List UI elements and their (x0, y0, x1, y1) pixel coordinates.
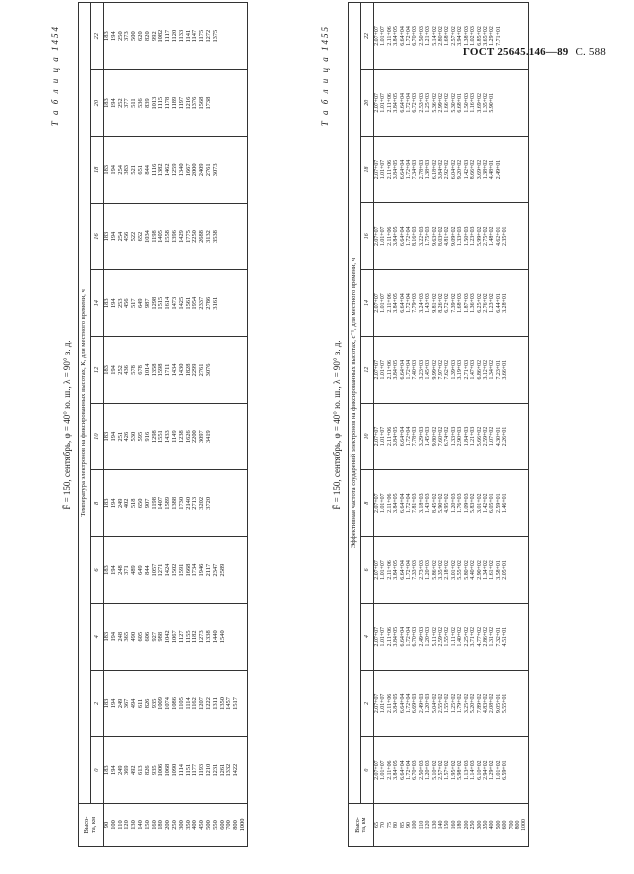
time-header: 0 (361, 737, 374, 804)
time-header: 2 (91, 670, 104, 737)
time-header: 16 (91, 203, 104, 270)
value-column: 183 194 253 456 517 649 987 1298 1515 1614 1473 1425 1561 1954 2337 2786 3161 (104, 270, 248, 337)
time-header: 20 (361, 69, 374, 136)
time-header: 18 (361, 136, 374, 203)
value-column: 2.07+07 1.01+07 2.11+06 3.84+05 6.64+04 1.72+04 6.72+03 2.53+03 1.25+03 5.36+02 2.99+02 1.66+02 5.30+02 6.68+01 1.50+03 1.16+03 3.69+02 1.35+02 5.90+01 (374, 69, 529, 136)
time-header: 20 (91, 70, 104, 137)
value-column: 183 194 251 426 530 595 916 1298 1551 1433 1149 1238 1626 2200 3097 3419 (104, 403, 248, 470)
time-header: 14 (361, 270, 374, 337)
time-header: 10 (361, 403, 374, 470)
value-column: 2.07+07 1.01+07 2.11+06 3.84+05 6.64+04 1.72+04 6.70+03 2.50+03 1.20+03 5.10+02 2.57+02 1.57+02 1.95+02 5.98+02 1.13+03 1.14+03 6.10+02 2.94+02 1.29+02 1.01+02 6.59+01 (374, 737, 529, 804)
value-column: 183 194 249 369 492 613 826 935 1006 1068 1090 1114 1151 1177 1193 1210 1231 1261 1332 1422 (104, 737, 248, 804)
value-column: 2.07+07 1.01+07 2.11+06 3.84+05 6.64+04 1.72+04 7.40+03 3.23+03 1.45+03 9.99+02 7.97+02 7.62+02 1.39+03 3.19+03 2.71+03 1.47+03 6.86+02 3.12+02 1.34+02 7.23+01 3.66+01 (374, 336, 529, 403)
value-column: 2.07+07 1.01+07 2.11+06 3.84+05 6.64+04 1.72+04 7.34+03 2.78+03 1.38+03 6.18+02 3.84+02 2.92+02 6.04+02 9.20+02 1.42+03 8.66+02 3.69+02 1.38+02 4.48+01 2.49+01 (374, 136, 529, 203)
time-header: 14 (91, 270, 104, 337)
time-header: 12 (361, 336, 374, 403)
value-column: 183 194 248 365 490 605 606 927 988 1042 1067 1127 1155 1182 1273 1338 1440 1540 (104, 603, 248, 670)
table-title: F̄ = 150, сентябрь, φ = 40° ю. ш., λ = 90° з. д. (62, 340, 72, 510)
table-label: Т а б л и ц а 1455 (320, 25, 330, 127)
page-number: С. 588 (575, 46, 606, 58)
value-column: 183 194 252 377 511 536 839 1013 1115 1178 1189 1197 1216 1376 1568 1738 (104, 70, 248, 137)
value-column: 2.07+07 1.01+07 2.11+06 3.84+05 6.64+04 1.72+04 7.81+03 3.18+03 1.43+03 8.45+02 5.90+02 4.95+02 1.20+03 1.76+03 1.09+03 5.83+02 3.01+02 1.42+02 6.05+01 2.59+01 1.46+01 (374, 470, 529, 537)
table-1455 (320, 0, 598, 855)
value-column: 2.07+07 1.01+07 2.11+06 3.84+05 6.64+04 1.72+04 8.16+03 3.22+03 1.75+03 9.63+02 8.03+02 4.81+02 9.09+02 1.33+03 1.50+03 1.23+03 5.99+02 2.75+02 1.48+02 4.62+01 2.35+01 (374, 203, 529, 270)
heights-column: 90 100 110 120 130 140 150 160 180 200 250 300 350 400 450 500 550 600 700 800 1000 (104, 804, 248, 847)
group-header: Эффективная частота соударений электронов на фиксированных высотах, с⁻¹, для местного времени, ч (349, 3, 361, 804)
value-column: 183 194 249 402 518 650 907 1198 1407 1589 1388 1730 2140 2713 3202 3720 (104, 470, 248, 537)
time-header: 0 (91, 737, 104, 804)
table-title: F̄ = 150, сентябрь, φ = 40° ю. ш., λ = 90° з. д. (332, 340, 342, 510)
time-header: 22 (91, 3, 104, 70)
heights-column: 65 70 75 80 85 90 100 110 120 130 140 150 160 180 200 250 300 350 400 500 600 700 800 1000 (374, 804, 529, 847)
standard-number: ГОСТ 25645.146—89 (462, 46, 569, 58)
data-table (348, 2, 529, 847)
time-header: 6 (361, 537, 374, 604)
value-column: 2.07+07 1.01+07 2.11+06 3.84+05 6.64+04 1.72+04 6.69+03 2.49+03 1.20+03 5.04+02 2.55+02 1.55+02 1.25+02 1.79+02 3.25+02 5.20+02 7.89+02 4.83+02 2.08+02 9.05+01 5.55+01 (374, 670, 529, 737)
value-column: 183 194 248 371 489 649 844 1057 1271 1424 1502 1591 1668 1734 1946 2117 2347 2589 (104, 537, 248, 604)
time-header: 6 (91, 537, 104, 604)
value-column: 2.07+07 1.01+07 2.11+06 3.84+05 6.64+04 1.72+04 7.79+03 3.24+03 1.43+03 9.81+02 8.26+02 6.72+02 7.39+02 1.68+03 1.87+03 1.36+03 6.25+02 2.76+02 1.23+02 6.44+01 3.28+01 (374, 270, 529, 337)
time-header: 8 (361, 470, 374, 537)
time-header: 4 (361, 603, 374, 670)
value-column: 183 194 254 383 521 651 844 1116 1382 1462 1259 1340 1667 2000 2409 2761 3073 (104, 136, 248, 203)
time-header: 10 (91, 403, 104, 470)
value-column: 183 194 250 373 500 620 820 992 1082 1117 1120 1133 1141 1147 1175 1272 1375 (104, 3, 248, 70)
value-column: 2.07+07 1.01+07 2.11+06 3.84+05 6.64+04 1.72+04 6.70+03 2.49+03 1.20+03 5.11+02 2.59+02 1.55+02 1.11+02 1.40+02 2.25+02 3.71+02 4.77+02 2.86+02 1.31+02 7.32+01 4.51+01 (374, 603, 529, 670)
table-1454 (50, 0, 302, 855)
time-header: 8 (91, 470, 104, 537)
time-header: 4 (91, 603, 104, 670)
time-header: 12 (91, 337, 104, 404)
table-label: Т а б л и ц а 1454 (50, 25, 60, 127)
time-header: 18 (91, 136, 104, 203)
value-column: 183 194 254 456 522 652 1034 1198 1405 1558 1396 1429 1775 2250 2688 3132 3538 (104, 203, 248, 270)
group-header: Температура электронов на фиксированных высотах, К, для местного времени, ч (79, 3, 91, 804)
time-header: 16 (361, 203, 374, 270)
value-column: 2.07+07 1.01+07 2.11+06 3.84+05 6.64+04 1.72+04 6.70+03 2.50+03 1.21+03 5.14+02 2.80+02 1.68+02 2.57+02 3.94+02 1.38+03 1.02+03 6.85+02 3.65+02 1.29+02 7.71+01 (374, 3, 529, 70)
value-column: 2.07+07 1.01+07 2.11+06 3.84+05 6.64+04 1.72+04 7.33+03 2.73+03 1.20+03 5.86+02 3.35+02 2.18+02 3.01+02 5.55+02 5.80+02 4.40+02 2.90+02 1.34+02 1.61+02 3.58+01 2.05+01 (374, 537, 529, 604)
height-header: Высо- та, км (79, 804, 104, 847)
height-header: Высо- та, км (349, 804, 374, 847)
time-header: 22 (361, 3, 374, 70)
time-header: 2 (361, 670, 374, 737)
data-table (78, 2, 248, 847)
value-column: 183 194 249 367 494 611 826 935 1009 1074 1086 1105 1114 1162 1207 1222 1311 1350 1457 1517 (104, 670, 248, 737)
value-column: 183 194 252 436 578 678 1014 1358 1598 1711 1434 1430 1828 2299 2761 3076 (104, 337, 248, 404)
value-column: 2.07+07 1.01+07 2.11+06 3.84+05 6.64+04 1.72+04 7.78+03 3.29+03 1.45+03 9.80+02 7.60+02 6.74+02 1.33+03 2.90+03 1.84+03 1.21+03 5.66+02 2.59+02 1.07+02 4.30+01 2.26+01 (374, 403, 529, 470)
